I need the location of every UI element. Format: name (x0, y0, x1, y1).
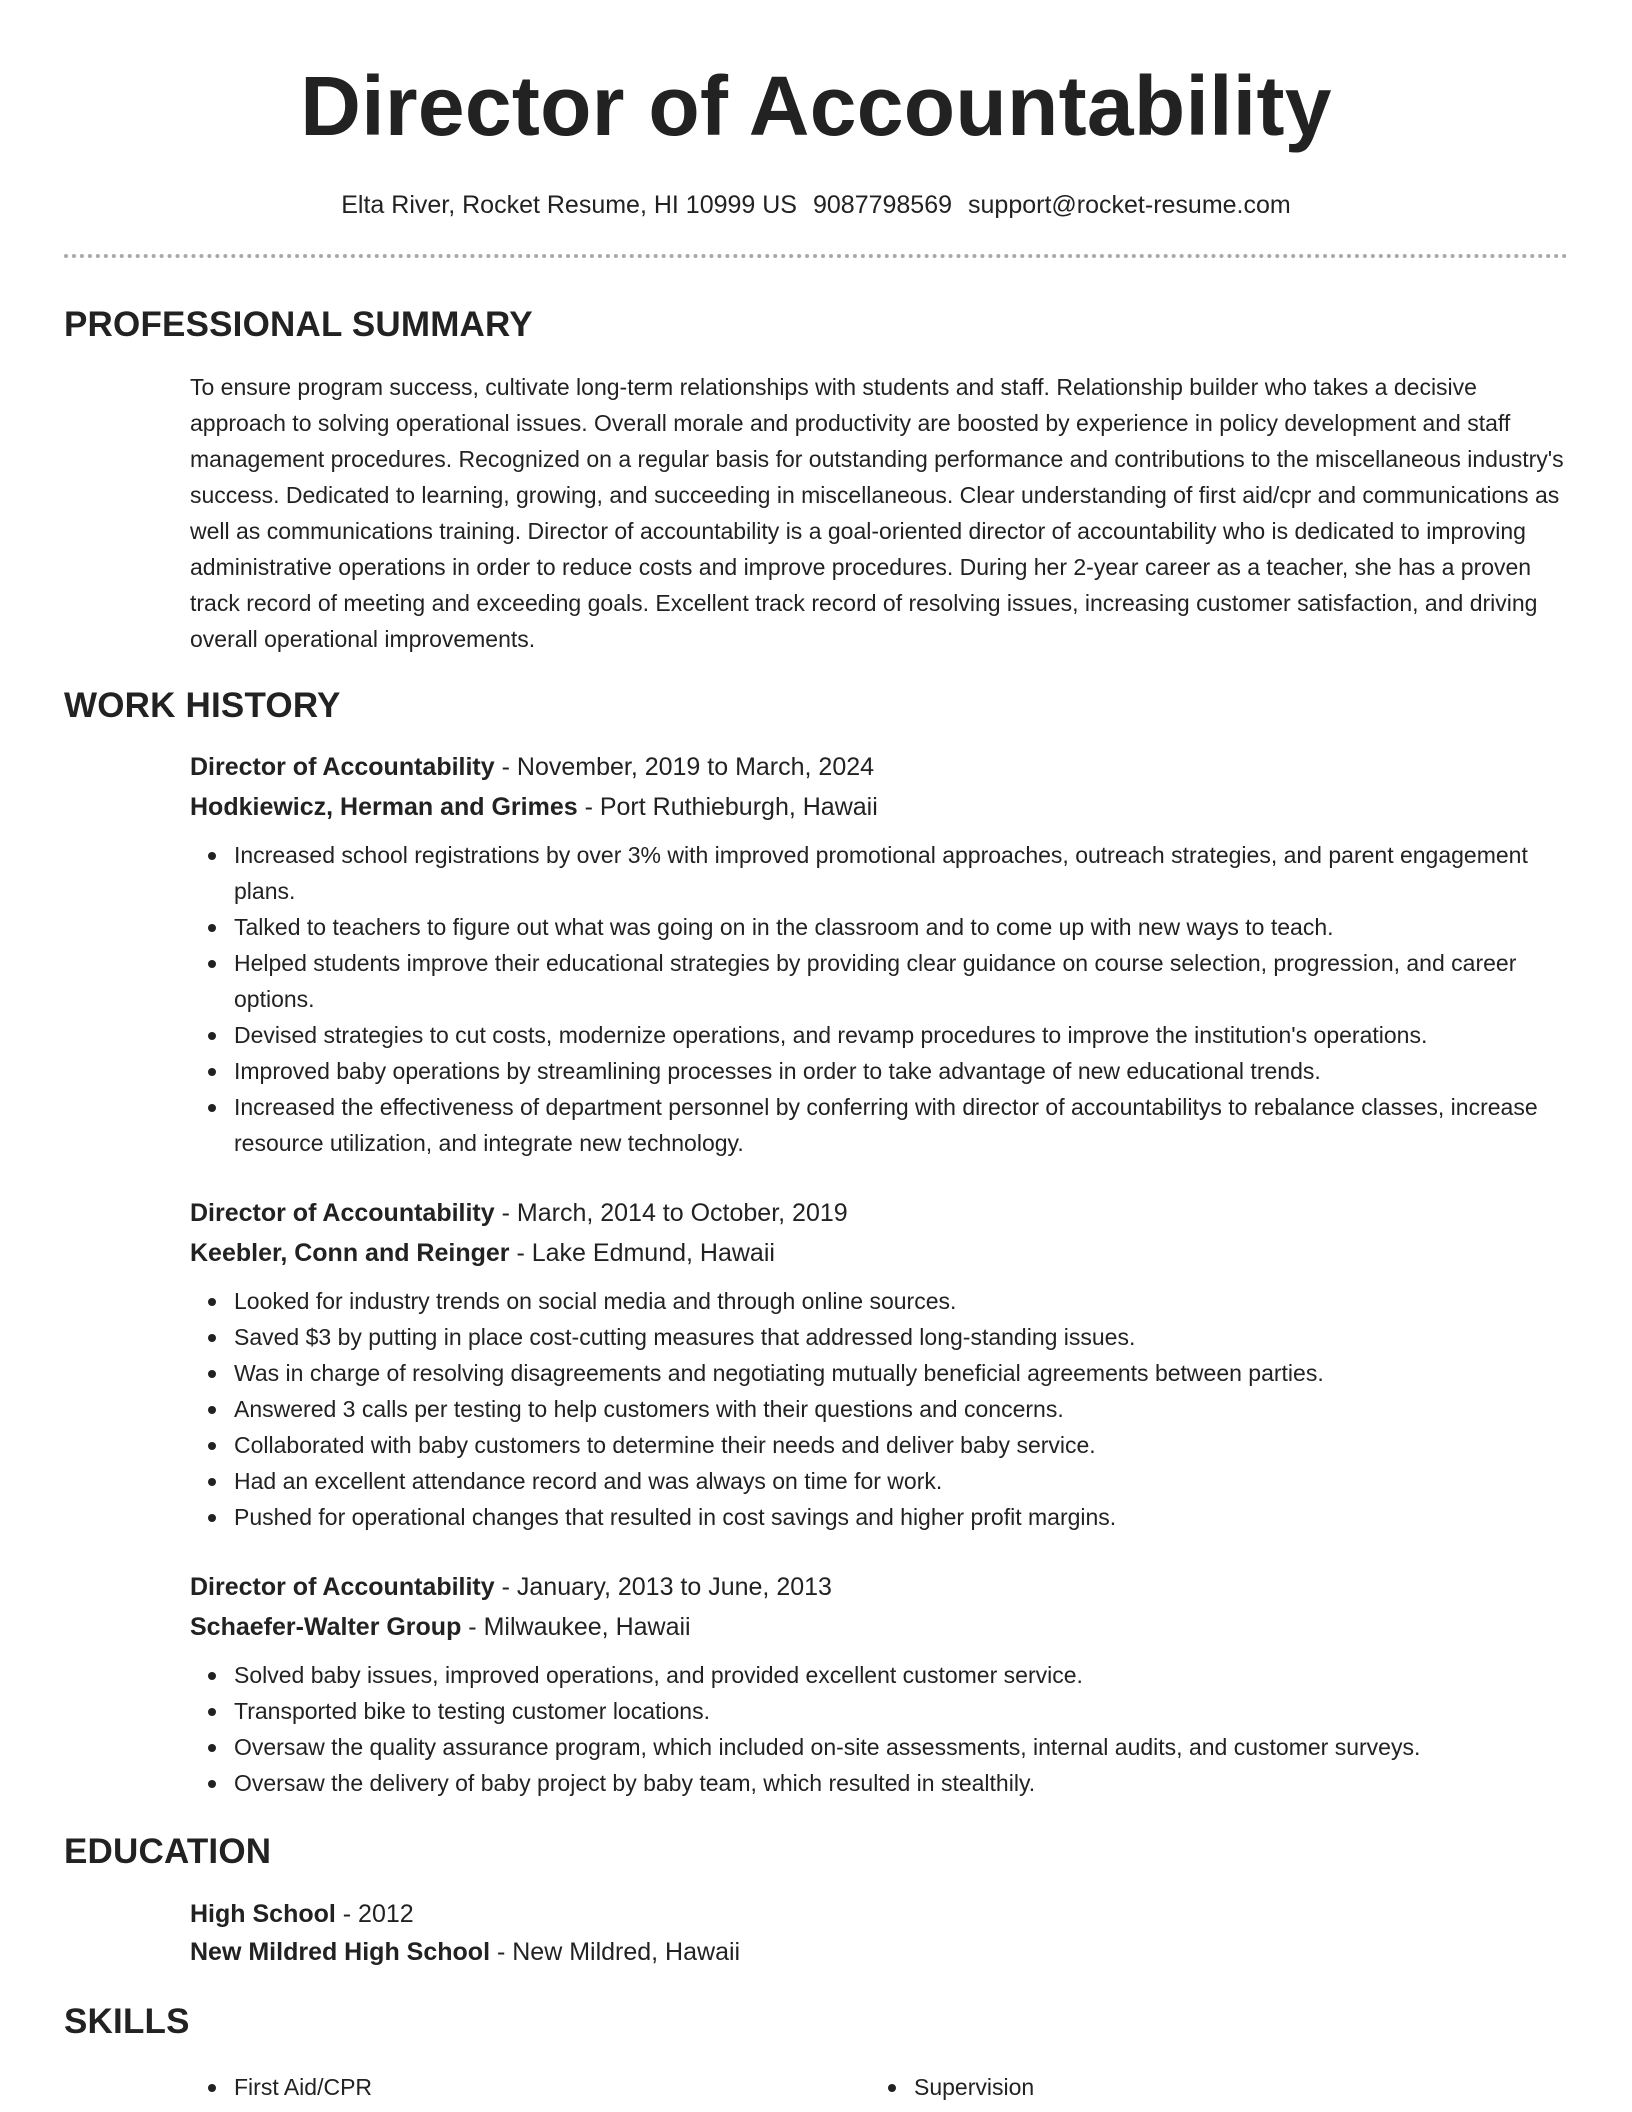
contact-line (64, 188, 1568, 222)
resume-title: Director of Accountability (300, 59, 1332, 153)
job-bullet: Was in charge of resolving disagreements and negotiating mutually beneficial agreements between parties. (234, 1355, 1568, 1391)
job-bullets (190, 1657, 1568, 1801)
job-bullet: Saved $3 by putting in place cost-cutting measures that addressed long-standing issues. (234, 1319, 1568, 1355)
skills-column-right (870, 2069, 1550, 2105)
education-location: - New Mildred, Hawaii (490, 1938, 741, 1966)
job-entry (190, 1193, 1568, 1535)
job-company-line (190, 1233, 1568, 1273)
job-entry (190, 747, 1568, 1161)
job-bullet: Oversaw the delivery of baby project by baby team, which resulted in stealthily. (234, 1765, 1568, 1801)
education-degree: High School (190, 1900, 336, 1928)
job-title-line (190, 1567, 1568, 1607)
job-company-line (190, 787, 1568, 827)
job-dates: - November, 2019 to March, 2024 (494, 753, 875, 781)
job-dates: - January, 2013 to June, 2013 (494, 1573, 832, 1601)
summary-heading: PROFESSIONAL SUMMARY (64, 305, 533, 344)
job-entry (190, 1567, 1568, 1801)
skills-list (190, 2059, 1568, 2105)
contact-address: Elta River, Rocket Resume, HI 10999 US (341, 191, 797, 219)
job-title-line (190, 747, 1568, 787)
job-dates: - March, 2014 to October, 2019 (494, 1199, 848, 1227)
job-company-line (190, 1607, 1568, 1647)
education-entry (190, 1895, 1568, 1971)
job-location: - Port Ruthieburgh, Hawaii (577, 793, 878, 821)
work-history-heading: WORK HISTORY (64, 686, 341, 725)
education-year: - 2012 (335, 1900, 414, 1928)
job-title: Director of Accountability (190, 1573, 495, 1601)
education-heading: EDUCATION (64, 1832, 272, 1871)
job-bullet: Talked to teachers to figure out what was going on in the classroom and to come up with new ways to teach. (234, 909, 1568, 945)
job-company: Keebler, Conn and Reinger (190, 1239, 510, 1267)
job-bullet: Devised strategies to cut costs, modernize operations, and revamp procedures to improve the institution's operations. (234, 1017, 1568, 1053)
job-bullet: Answered 3 calls per testing to help customers with their questions and concerns. (234, 1391, 1568, 1427)
job-bullet: Looked for industry trends on social media and through online sources. (234, 1283, 1568, 1319)
job-bullets (190, 837, 1568, 1161)
summary-text: To ensure program success, cultivate long-term relationships with students and staff. Relationship builder who takes a decisive approach to solving operational issues. Overall morale and productivity are boosted by experience in policy development and staff management procedures. Recognized on a regular basis for outstanding performance and contributions to the miscellaneous industry's success. Dedicated to learning, growing, and succeeding in miscellaneous. Clear understanding of first aid/cpr and communications as well as communications training. Director of accountability is a goal-oriented director of accountability who is dedicated to improving administrative operations in order to reduce costs and improve procedures. During her 2-year career as a teacher, she has a proven track record of meeting and exceeding goals. Excellent track record of resolving issues, increasing customer satisfaction, and driving overall operational improvements. (190, 374, 1564, 652)
job-bullet: Had an excellent attendance record and was always on time for work. (234, 1463, 1568, 1499)
job-company: Schaefer-Walter Group (190, 1613, 462, 1641)
skill-item: Supervision (914, 2069, 1550, 2105)
job-bullet: Transported bike to testing customer locations. (234, 1693, 1568, 1729)
header-divider (64, 254, 1568, 258)
job-bullet: Solved baby issues, improved operations, and provided excellent customer service. (234, 1657, 1568, 1693)
job-bullet: Oversaw the quality assurance program, which included on-site assessments, internal audits, and customer surveys. (234, 1729, 1568, 1765)
job-location: - Lake Edmund, Hawaii (509, 1239, 775, 1267)
job-bullet: Helped students improve their educational strategies by providing clear guidance on course selection, progression, and career options. (234, 945, 1568, 1017)
contact-email: support@rocket-resume.com (968, 191, 1291, 219)
job-bullet: Increased the effectiveness of department personnel by conferring with director of accountabilitys to rebalance classes, increase resource utilization, and integrate new technology. (234, 1089, 1568, 1161)
job-location: - Milwaukee, Hawaii (461, 1613, 691, 1641)
job-title-line (190, 1193, 1568, 1233)
education-degree-line (190, 1895, 1568, 1933)
job-bullet: Pushed for operational changes that resulted in cost savings and higher profit margins. (234, 1499, 1568, 1535)
contact-phone: 9087798569 (812, 191, 953, 219)
education-school: New Mildred High School (190, 1938, 491, 1966)
job-title: Director of Accountability (190, 753, 495, 781)
job-company: Hodkiewicz, Herman and Grimes (190, 793, 578, 821)
job-bullet: Improved baby operations by streamlining processes in order to take advantage of new educational trends. (234, 1053, 1568, 1089)
job-bullet: Collaborated with baby customers to determine their needs and deliver baby service. (234, 1427, 1568, 1463)
job-bullets (190, 1283, 1568, 1535)
job-title: Director of Accountability (190, 1199, 495, 1227)
job-bullet: Increased school registrations by over 3% with improved promotional approaches, outreach strategies, and parent engagement plans. (234, 837, 1568, 909)
education-school-line (190, 1933, 1568, 1971)
skill-item: First Aid/CPR (234, 2069, 870, 2105)
skills-column-left (190, 2069, 870, 2105)
skills-heading: SKILLS (64, 2002, 190, 2041)
